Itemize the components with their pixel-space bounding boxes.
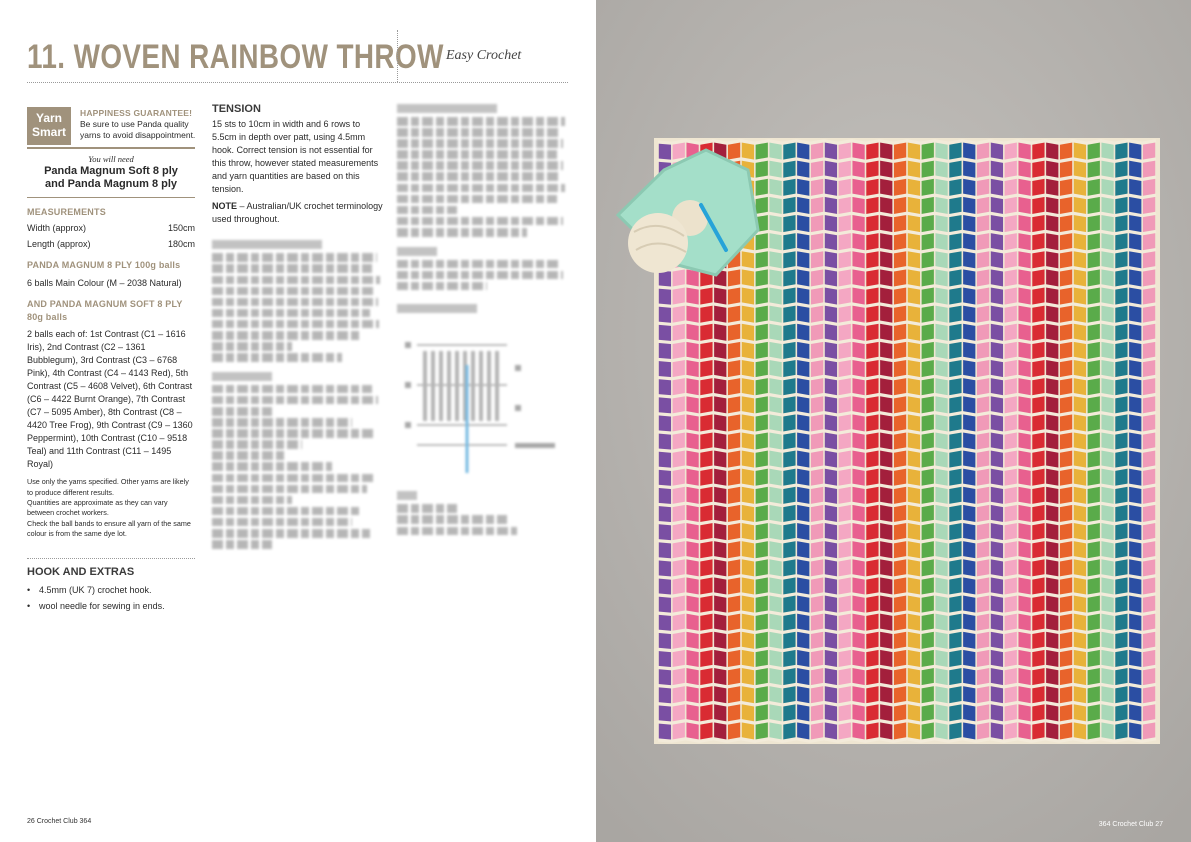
main-yarn-heading: PANDA MAGNUM 8 PLY 100g balls bbox=[27, 260, 181, 271]
header-divider bbox=[397, 30, 398, 82]
folio-right: 364 Crochet Club 27 bbox=[1098, 821, 1163, 828]
page-title: 11. WOVEN RAINBOW THROW bbox=[27, 38, 444, 76]
measurement-row: Length (approx) 180cm bbox=[27, 239, 195, 250]
yarn-smart-box bbox=[27, 107, 195, 145]
difficulty-label: Easy Crochet bbox=[446, 48, 522, 63]
terminology-note: NOTE – Australian/UK crochet terminology used throughout. bbox=[212, 201, 383, 225]
bullet-icon: • bbox=[27, 584, 31, 595]
header-rule bbox=[27, 82, 568, 83]
you-will-need-box: You will need Panda Magnum Soft 8 ply and Panda Magnum 8 ply bbox=[27, 147, 195, 198]
yarn-notes: Use only the yarns specified. Other yarns are likely to produce different results. Quantities are approximate as they can vary between crochet workers. Check the ball bands to ensure all yarn of the same colour is from the same dye lot. bbox=[27, 477, 191, 539]
stitch-chart-graphic bbox=[397, 325, 569, 475]
bullet-icon: • bbox=[27, 600, 31, 611]
photo-page bbox=[596, 0, 1191, 842]
blurred-instructions bbox=[212, 240, 384, 548]
rainbow-throw-photo bbox=[596, 0, 1191, 842]
measurement-row: Width (approx) 150cm bbox=[27, 223, 195, 234]
surface-stripes-column bbox=[397, 102, 569, 538]
list-item: • wool needle for sewing in ends. bbox=[27, 600, 195, 613]
tension-heading: TENSION bbox=[212, 103, 261, 115]
hook-heading: HOOK AND EXTRAS bbox=[27, 558, 195, 581]
main-yarn-text: 6 balls Main Colour (M – 2038 Natural) bbox=[27, 277, 182, 288]
tension-column bbox=[212, 102, 384, 551]
tension-text: 15 sts to 10cm in width and 6 rows to 5.5cm in depth over patt, using 4.5mm hook. Correct tension is not essential for this throw, however stated measurements and yarn quantities are based on this tension. bbox=[212, 118, 379, 195]
folio-left: 26 Crochet Club 364 bbox=[27, 818, 92, 825]
measurements-heading: MEASUREMENTS bbox=[27, 207, 106, 218]
contrast-yarn-text: 2 balls each of: 1st Contrast (C1 – 1616 Iris), 2nd Contrast (C2 – 1361 Bubblegum), 3rd Contrast (C3 – 6768 Pink), 4th Contrast (C4 – 4143 Red), 5th Contrast (C5 – 4608 Velvet), 6th Contrast (C6 – 4422 Burnt Orange), 7th Contrast (C7 – 5095 Amber), 8th Contrast (C8 – 4420 Tree Frog), 9th Contrast (C9 – 1360 Peppermint), 10th Contrast (C10 – 9518 Teal) and 11th Contrast (C11 – 1495 Royal) bbox=[27, 328, 193, 470]
materials-column bbox=[27, 107, 195, 613]
yarn-smart-badge: Yarn Smart bbox=[27, 107, 71, 145]
contrast-yarn-heading: AND PANDA MAGNUM SOFT 8 PLY 80g balls bbox=[27, 298, 183, 322]
happiness-guarantee: HAPPINESS GUARANTEE! Be sure to use Panda quality yarns to avoid disappointment. bbox=[80, 108, 196, 141]
list-item: • 4.5mm (UK 7) crochet hook. bbox=[27, 584, 195, 597]
stitch-pattern-chart bbox=[397, 325, 569, 465]
